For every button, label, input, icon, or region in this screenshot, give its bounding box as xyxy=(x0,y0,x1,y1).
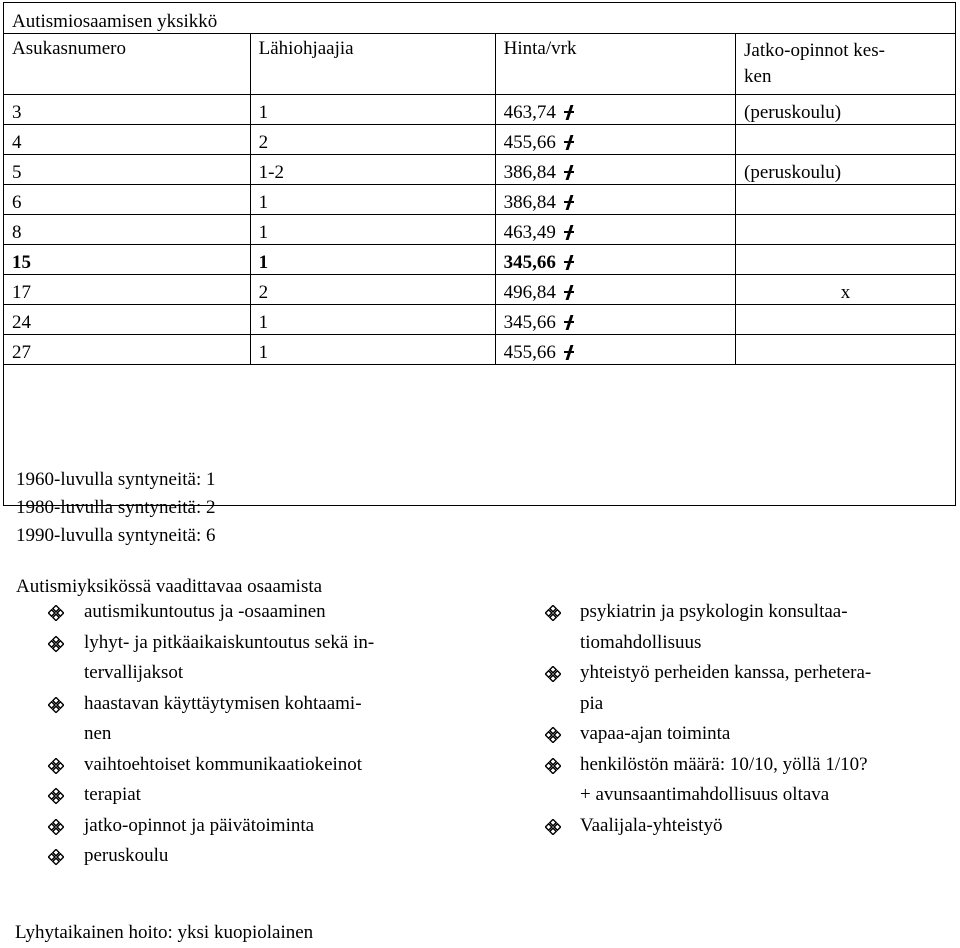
list-item-continuation xyxy=(512,780,952,811)
cell-asukasnumero-text: 3 xyxy=(12,102,22,123)
list-item xyxy=(16,780,436,811)
unit-table xyxy=(3,2,956,506)
list-item xyxy=(512,719,952,750)
cell-hinta-text: 463,49 xyxy=(503,222,556,243)
list-item xyxy=(16,597,436,628)
cell-asukasnumero-text: 4 xyxy=(12,132,22,153)
cell-hinta xyxy=(495,275,735,305)
cell-lahiohjaajia xyxy=(250,335,495,365)
cell-jatko-opinnot xyxy=(736,95,956,125)
cell-lahiohjaajia xyxy=(250,215,495,245)
cell-jatko-opinnot-text: x xyxy=(840,282,851,303)
euro-icon xyxy=(562,105,576,119)
four-diamond-star-icon xyxy=(545,666,561,682)
table-title-row xyxy=(4,3,956,34)
cell-asukasnumero-text: 24 xyxy=(12,312,31,333)
cell-lahiohjaajia xyxy=(250,245,495,275)
euro-icon xyxy=(562,255,576,269)
cell-asukasnumero-text: 15 xyxy=(12,252,31,273)
four-diamond-star-icon xyxy=(545,605,561,621)
four-diamond-star-icon xyxy=(48,697,64,713)
cell-hinta xyxy=(495,245,735,275)
cell-asukasnumero-text: 27 xyxy=(12,342,31,363)
cell-lahiohjaajia-text: 1 xyxy=(258,222,269,243)
birth-decade-stats xyxy=(16,466,215,550)
cell-asukasnumero-text: 6 xyxy=(12,192,22,213)
cell-asukasnumero-text: 5 xyxy=(12,162,22,183)
cell-jatko-opinnot xyxy=(736,305,956,335)
cell-asukasnumero xyxy=(4,125,251,155)
cell-jatko-opinnot xyxy=(736,335,956,365)
header-jatko-opinnot-line1: Jatko-opinnot kes- xyxy=(744,40,885,61)
list-item xyxy=(512,750,952,781)
cell-asukasnumero xyxy=(4,335,251,365)
list-item-text: Vaalijala-yhteistyö xyxy=(580,814,723,836)
list-item-text: autismikuntoutus ja -osaaminen xyxy=(84,601,326,622)
header-hinta: Hinta/vrk xyxy=(495,34,735,95)
list-item-text: vaihtoehtoiset kommunikaatiokeinot xyxy=(84,753,363,775)
four-diamond-star-icon xyxy=(545,727,561,743)
cell-lahiohjaajia xyxy=(250,95,495,125)
cell-hinta xyxy=(495,185,735,215)
table-row xyxy=(4,95,956,125)
list-item-continuation xyxy=(16,658,436,689)
header-jatko-opinnot-line2: ken xyxy=(744,66,772,87)
four-diamond-star-icon xyxy=(545,758,561,774)
list-item xyxy=(512,597,952,628)
cell-jatko-opinnot xyxy=(736,125,956,155)
header-lahiohjaajia: Lähiohjaajia xyxy=(250,34,495,95)
cell-jatko-opinnot xyxy=(736,275,956,305)
cell-asukasnumero xyxy=(4,185,251,215)
cell-hinta-text: 345,66 xyxy=(503,312,556,333)
list-item-continuation xyxy=(512,689,952,720)
table-title: Autismiosaamisen yksikkö xyxy=(4,3,956,34)
list-item-text: terapiat xyxy=(84,784,141,805)
euro-icon xyxy=(562,225,576,239)
list-item xyxy=(512,658,952,689)
cell-lahiohjaajia xyxy=(250,305,495,335)
table-row xyxy=(4,215,956,245)
list-item xyxy=(16,811,436,842)
cell-lahiohjaajia-text: 1 xyxy=(258,102,269,123)
four-diamond-star-icon xyxy=(48,605,64,621)
cell-jatko-opinnot xyxy=(736,185,956,215)
list-item xyxy=(16,750,436,781)
cell-jatko-opinnot-text: (peruskoulu) xyxy=(744,102,842,123)
four-diamond-star-icon xyxy=(545,819,561,835)
cell-hinta xyxy=(495,125,735,155)
list-item-text: nen xyxy=(84,723,112,744)
cell-hinta xyxy=(495,215,735,245)
cell-asukasnumero xyxy=(4,275,251,305)
table-row xyxy=(4,155,956,185)
cell-asukasnumero xyxy=(4,215,251,245)
list-item-text: tervallijaksot xyxy=(84,662,184,683)
cell-hinta-text: 496,84 xyxy=(503,282,556,303)
cell-lahiohjaajia-text: 1 xyxy=(258,342,269,363)
left-bullet-list xyxy=(16,597,436,872)
four-diamond-star-icon xyxy=(48,788,64,804)
cell-asukasnumero-text: 8 xyxy=(12,222,22,243)
list-item xyxy=(16,628,436,659)
stat-1960: 1960-luvulla syntyneitä: 1 xyxy=(16,469,216,490)
table-body xyxy=(4,95,956,365)
cell-hinta-text: 463,74 xyxy=(503,102,556,123)
euro-icon xyxy=(562,135,576,149)
euro-icon xyxy=(562,285,576,299)
cell-lahiohjaajia xyxy=(250,185,495,215)
cell-lahiohjaajia-text: 1-2 xyxy=(258,162,284,183)
header-asukasnumero: Asukasnumero xyxy=(4,34,251,95)
cell-asukasnumero-text: 17 xyxy=(12,282,31,303)
cell-hinta xyxy=(495,95,735,125)
four-diamond-star-icon xyxy=(48,849,64,865)
cell-asukasnumero xyxy=(4,155,251,185)
cell-lahiohjaajia-text: 1 xyxy=(258,312,269,333)
list-item-continuation xyxy=(512,628,952,659)
cell-asukasnumero xyxy=(4,305,251,335)
list-item-text: + avunsaantimahdollisuus oltava xyxy=(580,784,830,805)
list-item-text: psykiatrin ja psykologin konsultaa- xyxy=(580,601,848,622)
list-item-text: pia xyxy=(580,692,604,714)
four-diamond-star-icon xyxy=(48,819,64,835)
table-row xyxy=(4,335,956,365)
cell-hinta-text: 345,66 xyxy=(503,252,556,273)
euro-icon xyxy=(562,165,576,179)
cell-hinta xyxy=(495,335,735,365)
list-item-text: jatko-opinnot ja päivätoiminta xyxy=(84,814,315,836)
cell-jatko-opinnot-text: (peruskoulu) xyxy=(744,162,842,183)
cell-hinta xyxy=(495,305,735,335)
list-item-text: vapaa-ajan toiminta xyxy=(580,723,731,744)
list-item-text: lyhyt- ja pitkäaikaiskuntoutus sekä in- xyxy=(84,631,375,653)
cell-hinta-text: 386,84 xyxy=(503,162,556,183)
cell-hinta xyxy=(495,155,735,185)
cell-lahiohjaajia xyxy=(250,155,495,185)
euro-icon xyxy=(562,315,576,329)
list-item-text: yhteistyö perheiden kanssa, perhetera- xyxy=(580,662,872,683)
euro-icon xyxy=(562,195,576,209)
right-bullet-list xyxy=(512,597,952,841)
cell-lahiohjaajia xyxy=(250,125,495,155)
list-item xyxy=(16,689,436,720)
cell-hinta-text: 455,66 xyxy=(503,132,556,153)
euro-icon xyxy=(562,345,576,359)
footer-note: Lyhytaikainen hoito: yksi kuopiolainen xyxy=(15,922,314,943)
header-jatko-opinnot xyxy=(736,34,956,95)
cell-hinta-text: 455,66 xyxy=(503,342,556,363)
stat-1980: 1980-luvulla syntyneitä: 2 xyxy=(16,497,216,518)
cell-asukasnumero xyxy=(4,95,251,125)
cell-asukasnumero xyxy=(4,245,251,275)
table-row xyxy=(4,275,956,305)
list-item xyxy=(16,841,436,872)
list-item-text: henkilöstön määrä: 10/10, yöllä 1/10? xyxy=(580,753,868,775)
cell-lahiohjaajia-text: 2 xyxy=(258,132,269,153)
cell-hinta-text: 386,84 xyxy=(503,192,556,213)
cell-lahiohjaajia-text: 1 xyxy=(258,252,269,273)
section-title: Autismiyksikössä vaadittavaa osaamista xyxy=(16,576,323,597)
list-item-text: haastavan käyttäytymisen kohtaami- xyxy=(84,692,362,714)
cell-lahiohjaajia-text: 1 xyxy=(258,192,269,213)
table-row xyxy=(4,185,956,215)
list-item-continuation xyxy=(16,719,436,750)
table-row xyxy=(4,245,956,275)
stat-1990: 1990-luvulla syntyneitä: 6 xyxy=(16,525,216,546)
four-diamond-star-icon xyxy=(48,636,64,652)
cell-lahiohjaajia xyxy=(250,275,495,305)
list-item xyxy=(512,811,952,842)
cell-jatko-opinnot xyxy=(736,245,956,275)
four-diamond-star-icon xyxy=(48,758,64,774)
table-row xyxy=(4,305,956,335)
list-item-text: peruskoulu xyxy=(84,845,169,866)
table-row xyxy=(4,125,956,155)
cell-lahiohjaajia-text: 2 xyxy=(258,282,269,303)
cell-jatko-opinnot xyxy=(736,155,956,185)
cell-jatko-opinnot xyxy=(736,215,956,245)
list-item-text: tiomahdollisuus xyxy=(580,631,702,653)
table-header-row xyxy=(4,34,956,95)
